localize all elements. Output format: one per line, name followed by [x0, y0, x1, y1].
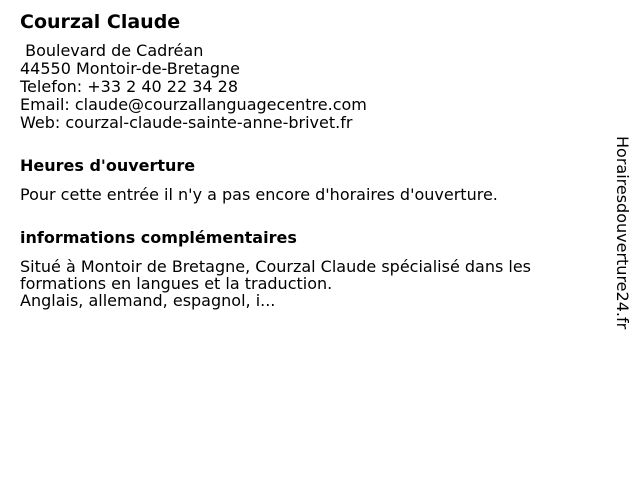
email-line: Email: claude@courzallanguagecentre.com: [20, 95, 367, 114]
address-city: 44550 Montoir-de-Bretagne: [20, 59, 241, 78]
info-line-3: Anglais, allemand, espagnol, i...: [20, 291, 276, 310]
info-heading: informations complémentaires: [20, 228, 297, 247]
business-name: Courzal Claude: [20, 11, 181, 33]
phone-line: Telefon: +33 2 40 22 34 28: [20, 77, 239, 96]
hours-heading: Heures d'ouverture: [20, 156, 196, 175]
address-street: Boulevard de Cadréan: [20, 41, 204, 60]
site-watermark: Horairesdouverture24.fr: [613, 136, 632, 330]
info-line-1: Situé à Montoir de Bretagne, Courzal Claude spécialisé dans les: [20, 257, 532, 276]
hours-text: Pour cette entrée il n'y a pas encore d'horaires d'ouverture.: [20, 185, 498, 204]
info-line-2: formations en langues et la traduction.: [20, 274, 333, 293]
business-card: [20, 10, 600, 309]
web-line: Web: courzal-claude-sainte-anne-brivet.fr: [20, 113, 353, 132]
